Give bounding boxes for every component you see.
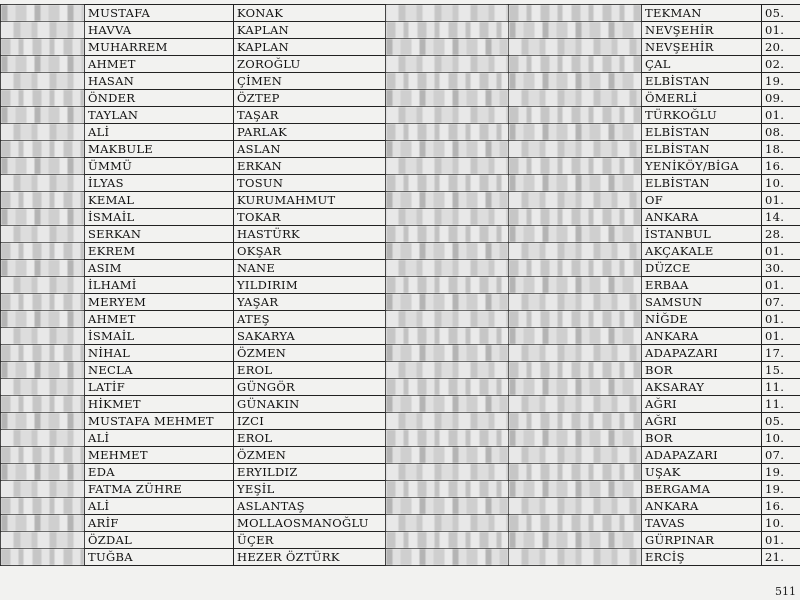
first-name-cell: MERYEM xyxy=(85,294,234,311)
redacted-cell xyxy=(509,294,642,311)
redacted-cell xyxy=(386,90,509,107)
date-cell: 01. xyxy=(762,243,800,260)
table-row xyxy=(1,447,800,464)
birthplace-cell: ANKARA xyxy=(642,328,762,345)
table-row xyxy=(1,192,800,209)
birthplace-cell: GÜRPINAR xyxy=(642,532,762,549)
redacted-id-cell xyxy=(1,107,85,124)
first-name-cell: MEHMET xyxy=(85,447,234,464)
last-name-cell: TOSUN xyxy=(234,175,386,192)
redacted-cell xyxy=(509,209,642,226)
date-cell: 05. xyxy=(762,5,800,22)
last-name-cell: YAŞAR xyxy=(234,294,386,311)
date-cell: 02. xyxy=(762,56,800,73)
table-body xyxy=(1,5,800,566)
table-row xyxy=(1,107,800,124)
redacted-cell xyxy=(509,39,642,56)
first-name-cell: MUSTAFA MEHMET xyxy=(85,413,234,430)
first-name-cell: İSMAİL xyxy=(85,328,234,345)
last-name-cell: EROL xyxy=(234,430,386,447)
date-cell: 28. xyxy=(762,226,800,243)
table-row xyxy=(1,175,800,192)
birthplace-cell: ADAPAZARI xyxy=(642,345,762,362)
last-name-cell: TAŞAR xyxy=(234,107,386,124)
redacted-cell xyxy=(509,175,642,192)
birthplace-cell: AĞRI xyxy=(642,413,762,430)
redacted-cell xyxy=(386,294,509,311)
redacted-cell xyxy=(386,311,509,328)
table-row xyxy=(1,158,800,175)
birthplace-cell: ANKARA xyxy=(642,498,762,515)
redacted-cell xyxy=(509,447,642,464)
birthplace-cell: TÜRKOĞLU xyxy=(642,107,762,124)
birthplace-cell: AKSARAY xyxy=(642,379,762,396)
birthplace-cell: BERGAMA xyxy=(642,481,762,498)
last-name-cell: KAPLAN xyxy=(234,39,386,56)
redacted-cell xyxy=(386,379,509,396)
redacted-cell xyxy=(386,192,509,209)
redacted-id-cell xyxy=(1,515,85,532)
redacted-cell xyxy=(509,22,642,39)
first-name-cell: EDA xyxy=(85,464,234,481)
redacted-cell xyxy=(509,328,642,345)
redacted-cell xyxy=(509,141,642,158)
redacted-cell xyxy=(386,124,509,141)
date-cell: 19. xyxy=(762,481,800,498)
redacted-cell xyxy=(386,209,509,226)
table-row xyxy=(1,22,800,39)
redacted-cell xyxy=(386,532,509,549)
redacted-cell xyxy=(386,515,509,532)
birthplace-cell: ÖMERLİ xyxy=(642,90,762,107)
table-row xyxy=(1,277,800,294)
last-name-cell: ERKAN xyxy=(234,158,386,175)
redacted-cell xyxy=(509,226,642,243)
redacted-cell xyxy=(509,73,642,90)
last-name-cell: OKŞAR xyxy=(234,243,386,260)
redacted-id-cell xyxy=(1,549,85,566)
redacted-id-cell xyxy=(1,192,85,209)
birthplace-cell: TAVAS xyxy=(642,515,762,532)
date-cell: 07. xyxy=(762,294,800,311)
birthplace-cell: ELBİSTAN xyxy=(642,124,762,141)
redacted-id-cell xyxy=(1,464,85,481)
redacted-cell xyxy=(386,481,509,498)
redacted-id-cell xyxy=(1,532,85,549)
table-row xyxy=(1,328,800,345)
date-cell: 18. xyxy=(762,141,800,158)
birthplace-cell: İSTANBUL xyxy=(642,226,762,243)
first-name-cell: SERKAN xyxy=(85,226,234,243)
date-cell: 01. xyxy=(762,328,800,345)
table-row xyxy=(1,260,800,277)
first-name-cell: EKREM xyxy=(85,243,234,260)
redacted-cell xyxy=(509,498,642,515)
table-row xyxy=(1,345,800,362)
table-row xyxy=(1,498,800,515)
date-cell: 21. xyxy=(762,549,800,566)
redacted-cell xyxy=(509,464,642,481)
redacted-cell xyxy=(509,107,642,124)
first-name-cell: ÜMMÜ xyxy=(85,158,234,175)
redacted-id-cell xyxy=(1,379,85,396)
last-name-cell: HASTÜRK xyxy=(234,226,386,243)
date-cell: 19. xyxy=(762,73,800,90)
redacted-cell xyxy=(509,413,642,430)
birthplace-cell: NEVŞEHİR xyxy=(642,39,762,56)
birthplace-cell: ERBAA xyxy=(642,277,762,294)
redacted-id-cell xyxy=(1,39,85,56)
birthplace-cell: OF xyxy=(642,192,762,209)
redacted-id-cell xyxy=(1,209,85,226)
redacted-cell xyxy=(386,549,509,566)
last-name-cell: NANE xyxy=(234,260,386,277)
date-cell: 08. xyxy=(762,124,800,141)
date-cell: 16. xyxy=(762,158,800,175)
birthplace-cell: BOR xyxy=(642,430,762,447)
last-name-cell: ASLANTAŞ xyxy=(234,498,386,515)
date-cell: 09. xyxy=(762,90,800,107)
redacted-cell xyxy=(509,430,642,447)
redacted-id-cell xyxy=(1,447,85,464)
first-name-cell: ALİ xyxy=(85,498,234,515)
date-cell: 17. xyxy=(762,345,800,362)
redacted-id-cell xyxy=(1,328,85,345)
table-row xyxy=(1,396,800,413)
birthplace-cell: ERCİŞ xyxy=(642,549,762,566)
redacted-id-cell xyxy=(1,22,85,39)
table-row xyxy=(1,243,800,260)
last-name-cell: GÜNGÖR xyxy=(234,379,386,396)
redacted-id-cell xyxy=(1,56,85,73)
redacted-id-cell xyxy=(1,345,85,362)
first-name-cell: TUĞBA xyxy=(85,549,234,566)
birthplace-cell: ADAPAZARI xyxy=(642,447,762,464)
last-name-cell: KAPLAN xyxy=(234,22,386,39)
redacted-id-cell xyxy=(1,430,85,447)
table-row xyxy=(1,56,800,73)
birthplace-cell: SAMSUN xyxy=(642,294,762,311)
date-cell: 14. xyxy=(762,209,800,226)
table-row xyxy=(1,413,800,430)
first-name-cell: MAKBULE xyxy=(85,141,234,158)
redacted-cell xyxy=(509,277,642,294)
date-cell: 05. xyxy=(762,413,800,430)
last-name-cell: ZOROĞLU xyxy=(234,56,386,73)
table-row xyxy=(1,209,800,226)
records-table xyxy=(0,4,800,566)
last-name-cell: YILDIRIM xyxy=(234,277,386,294)
birthplace-cell: ELBİSTAN xyxy=(642,175,762,192)
last-name-cell: ÇİMEN xyxy=(234,73,386,90)
redacted-cell xyxy=(386,226,509,243)
birthplace-cell: AĞRI xyxy=(642,396,762,413)
redacted-id-cell xyxy=(1,5,85,22)
redacted-cell xyxy=(509,345,642,362)
redacted-id-cell xyxy=(1,481,85,498)
last-name-cell: SAKARYA xyxy=(234,328,386,345)
redacted-cell xyxy=(386,158,509,175)
table-row xyxy=(1,294,800,311)
table-row xyxy=(1,311,800,328)
redacted-id-cell xyxy=(1,243,85,260)
date-cell: 01. xyxy=(762,22,800,39)
redacted-id-cell xyxy=(1,158,85,175)
last-name-cell: GÜNAKIN xyxy=(234,396,386,413)
last-name-cell: MOLLAOSMANOĞLU xyxy=(234,515,386,532)
last-name-cell: ÖZTEP xyxy=(234,90,386,107)
redacted-cell xyxy=(386,328,509,345)
redacted-cell xyxy=(509,90,642,107)
redacted-cell xyxy=(386,107,509,124)
redacted-cell xyxy=(386,243,509,260)
last-name-cell: YEŞİL xyxy=(234,481,386,498)
redacted-cell xyxy=(386,396,509,413)
redacted-cell xyxy=(386,73,509,90)
table-row xyxy=(1,379,800,396)
last-name-cell: PARLAK xyxy=(234,124,386,141)
birthplace-cell: DÜZCE xyxy=(642,260,762,277)
redacted-cell xyxy=(509,532,642,549)
redacted-id-cell xyxy=(1,73,85,90)
redacted-id-cell xyxy=(1,175,85,192)
table-row xyxy=(1,90,800,107)
birthplace-cell: ELBİSTAN xyxy=(642,141,762,158)
first-name-cell: İLHAMİ xyxy=(85,277,234,294)
first-name-cell: İLYAS xyxy=(85,175,234,192)
table-row xyxy=(1,73,800,90)
redacted-cell xyxy=(386,430,509,447)
redacted-id-cell xyxy=(1,124,85,141)
birthplace-cell: UŞAK xyxy=(642,464,762,481)
last-name-cell: KONAK xyxy=(234,5,386,22)
date-cell: 11. xyxy=(762,379,800,396)
date-cell: 07. xyxy=(762,447,800,464)
redacted-cell xyxy=(386,413,509,430)
redacted-cell xyxy=(509,396,642,413)
last-name-cell: IZCI xyxy=(234,413,386,430)
date-cell: 19. xyxy=(762,464,800,481)
first-name-cell: MUHARREM xyxy=(85,39,234,56)
first-name-cell: LATİF xyxy=(85,379,234,396)
date-cell: 01. xyxy=(762,192,800,209)
redacted-cell xyxy=(386,464,509,481)
redacted-cell xyxy=(509,243,642,260)
last-name-cell: ÖZMEN xyxy=(234,447,386,464)
redacted-cell xyxy=(509,5,642,22)
first-name-cell: HASAN xyxy=(85,73,234,90)
redacted-cell xyxy=(509,56,642,73)
date-cell: 10. xyxy=(762,175,800,192)
birthplace-cell: NEVŞEHİR xyxy=(642,22,762,39)
table-row xyxy=(1,532,800,549)
first-name-cell: MUSTAFA xyxy=(85,5,234,22)
redacted-cell xyxy=(386,498,509,515)
first-name-cell: İSMAİL xyxy=(85,209,234,226)
redacted-id-cell xyxy=(1,498,85,515)
redacted-cell xyxy=(386,277,509,294)
first-name-cell: KEMAL xyxy=(85,192,234,209)
last-name-cell: ÜÇER xyxy=(234,532,386,549)
redacted-id-cell xyxy=(1,311,85,328)
redacted-cell xyxy=(509,362,642,379)
date-cell: 01. xyxy=(762,107,800,124)
birthplace-cell: ELBİSTAN xyxy=(642,73,762,90)
first-name-cell: TAYLAN xyxy=(85,107,234,124)
first-name-cell: ARİF xyxy=(85,515,234,532)
redacted-id-cell xyxy=(1,396,85,413)
date-cell: 20. xyxy=(762,39,800,56)
redacted-cell xyxy=(509,379,642,396)
redacted-cell xyxy=(509,549,642,566)
date-cell: 10. xyxy=(762,430,800,447)
last-name-cell: HEZER ÖZTÜRK xyxy=(234,549,386,566)
birthplace-cell: AKÇAKALE xyxy=(642,243,762,260)
date-cell: 01. xyxy=(762,277,800,294)
birthplace-cell: BOR xyxy=(642,362,762,379)
page-number: 511 xyxy=(775,585,796,598)
first-name-cell: ÖNDER xyxy=(85,90,234,107)
last-name-cell: ATEŞ xyxy=(234,311,386,328)
redacted-id-cell xyxy=(1,90,85,107)
redacted-cell xyxy=(509,260,642,277)
redacted-cell xyxy=(509,124,642,141)
redacted-cell xyxy=(386,141,509,158)
first-name-cell: HAVVA xyxy=(85,22,234,39)
first-name-cell: HİKMET xyxy=(85,396,234,413)
first-name-cell: AHMET xyxy=(85,56,234,73)
table-row xyxy=(1,141,800,158)
redacted-cell xyxy=(386,5,509,22)
first-name-cell: ÖZDAL xyxy=(85,532,234,549)
table-row xyxy=(1,515,800,532)
first-name-cell: FATMA ZÜHRE xyxy=(85,481,234,498)
last-name-cell: KURUMAHMUT xyxy=(234,192,386,209)
redacted-id-cell xyxy=(1,294,85,311)
last-name-cell: ÖZMEN xyxy=(234,345,386,362)
first-name-cell: ALİ xyxy=(85,430,234,447)
table-row xyxy=(1,5,800,22)
table-row xyxy=(1,430,800,447)
redacted-id-cell xyxy=(1,277,85,294)
redacted-cell xyxy=(386,345,509,362)
date-cell: 30. xyxy=(762,260,800,277)
redacted-id-cell xyxy=(1,260,85,277)
table-row xyxy=(1,39,800,56)
table-row xyxy=(1,226,800,243)
first-name-cell: NECLA xyxy=(85,362,234,379)
last-name-cell: TOKAR xyxy=(234,209,386,226)
redacted-cell xyxy=(509,481,642,498)
table-row xyxy=(1,549,800,566)
birthplace-cell: ÇAL xyxy=(642,56,762,73)
last-name-cell: ERYILDIZ xyxy=(234,464,386,481)
birthplace-cell: TEKMAN xyxy=(642,5,762,22)
date-cell: 01. xyxy=(762,311,800,328)
redacted-cell xyxy=(386,22,509,39)
redacted-cell xyxy=(509,192,642,209)
first-name-cell: AHMET xyxy=(85,311,234,328)
redacted-cell xyxy=(386,447,509,464)
table-row xyxy=(1,124,800,141)
birthplace-cell: YENİKÖY/BİGA xyxy=(642,158,762,175)
date-cell: 10. xyxy=(762,515,800,532)
first-name-cell: ALİ xyxy=(85,124,234,141)
redacted-cell xyxy=(386,39,509,56)
first-name-cell: NİHAL xyxy=(85,345,234,362)
redacted-cell xyxy=(386,175,509,192)
redacted-cell xyxy=(386,260,509,277)
table-row xyxy=(1,464,800,481)
redacted-id-cell xyxy=(1,226,85,243)
redacted-cell xyxy=(386,56,509,73)
date-cell: 15. xyxy=(762,362,800,379)
first-name-cell: ASIM xyxy=(85,260,234,277)
redacted-id-cell xyxy=(1,413,85,430)
table-row xyxy=(1,362,800,379)
birthplace-cell: ANKARA xyxy=(642,209,762,226)
last-name-cell: EROL xyxy=(234,362,386,379)
redacted-cell xyxy=(509,311,642,328)
date-cell: 11. xyxy=(762,396,800,413)
redacted-id-cell xyxy=(1,141,85,158)
redacted-cell xyxy=(509,158,642,175)
redacted-cell xyxy=(386,362,509,379)
table-row xyxy=(1,481,800,498)
date-cell: 01. xyxy=(762,532,800,549)
redacted-cell xyxy=(509,515,642,532)
redacted-id-cell xyxy=(1,362,85,379)
last-name-cell: ASLAN xyxy=(234,141,386,158)
birthplace-cell: NİĞDE xyxy=(642,311,762,328)
date-cell: 16. xyxy=(762,498,800,515)
